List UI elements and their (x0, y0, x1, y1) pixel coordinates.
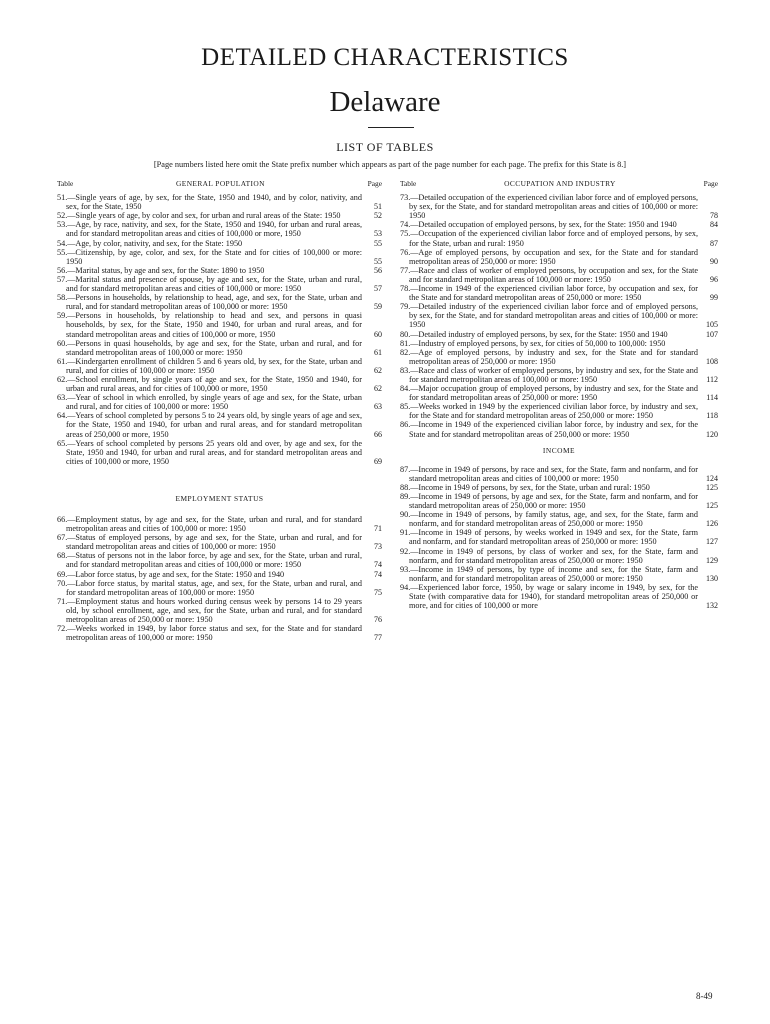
table-entry-page: 52 (374, 211, 382, 221)
table-entry[interactable] (57, 275, 382, 293)
table-entry-title: 56.—Marital status, by age and sex, for the State: 1890 to 1950 (57, 265, 265, 275)
table-entry-title: 78.—Income in 1949 of the experienced civilian labor force, by occupation and sex, for the State and for standard metropolitan areas of 250,000 or more: 1950 (400, 284, 698, 303)
table-entry-title: 57.—Marital status and presence of spouse, by age and sex, for the State, urban and rural, and for standard metropolitan areas and cities of 100,000 or more: 1950 (57, 274, 362, 294)
table-entry[interactable] (400, 565, 718, 583)
state-name: Delaware (329, 86, 441, 118)
table-entry-title: 86.—Income in 1949 of the experienced civilian labor force, by industry and sex, for the State and for standard metropolitan areas of 250,000 or more: 1950 (400, 420, 698, 439)
table-entry-page: 127 (706, 537, 718, 547)
table-entry-page: 76 (374, 615, 382, 625)
table-entry[interactable] (57, 220, 382, 238)
page-label: Page (367, 179, 382, 188)
table-entry-page: 105 (706, 320, 718, 330)
table-entry[interactable] (57, 311, 382, 338)
table-entry-page: 63 (374, 402, 382, 412)
table-entry-page: 96 (710, 274, 718, 284)
table-entry[interactable] (400, 547, 718, 565)
table-entry-title: 92.—Income in 1949 of persons, by class of worker and sex, for the State, farm and nonfarm, and for standard metropolitan areas of 250,000 or more: 1950 (400, 546, 698, 565)
table-entry-title: 58.—Persons in households, by relationship to head, age, and sex, for the State, urban and rural, and for standard metropolitan areas of 100,000 or more: 1950 (57, 293, 362, 312)
table-entry[interactable] (57, 339, 382, 357)
table-entry-page: 112 (706, 374, 718, 384)
table-entry-title: 51.—Single years of age, by sex, for the State, 1950 and 1940, and by color, nativity, and sex, for the State, 1950 (57, 193, 362, 212)
table-entry-title: 75.—Occupation of the experienced civilian labor force and of employed persons, by sex, for the State, urban and rural: 1950 (400, 229, 698, 248)
table-entry-title: 63.—Year of school in which enrolled, by single years of age and sex, for the State, urban and rural, and for cities of 100,000 or more: 1950 (57, 393, 362, 412)
table-entry[interactable] (400, 492, 718, 510)
table-entry-title: 72.—Weeks worked in 1949, by labor force status and sex, for the State and for standard metropolitan areas of 100,000 or more: 1950 (57, 624, 362, 643)
table-entry[interactable] (400, 193, 718, 220)
table-entry[interactable] (400, 248, 718, 266)
table-entry-page: 84 (710, 220, 718, 230)
table-entry-page: 61 (374, 347, 382, 357)
table-entry-title: 87.—Income in 1949 of persons, by race and sex, for the State, farm and nonfarm, and for standard metropolitan areas and cities of 100,000 or more: 1950 (400, 464, 698, 483)
table-entry-title: 71.—Employment status and hours worked during census week by persons 14 to 29 years old, by school enrollment, age, and sex, for the State, urban and rural, and for standard metropolitan areas of 250,000 or more: 1950 (57, 596, 362, 625)
table-entry-title: 90.—Income in 1949 of persons, by family status, age, and sex, for the State, farm and nonfarm, and for standard metropolitan areas of 250,000 or more: 1950 (400, 510, 698, 529)
table-entry-title: 88.—Income in 1949 of persons, by sex, for the State, urban and rural: 1950 (400, 482, 650, 492)
list-title: LIST OF TABLES (336, 140, 434, 154)
table-entry[interactable] (400, 420, 718, 438)
title-divider (368, 127, 414, 128)
table-entry-title: 68.—Status of persons not in the labor force, by age and sex, for the State, urban and rural, and for standard metropolitan areas and cities of 100,000 or more: 1950 (57, 551, 362, 570)
table-entry-title: 66.—Employment status, by age and sex, for the State, urban and rural, and for standard metropolitan areas and cities of 100,000 or more: 1950 (57, 515, 362, 534)
table-entry[interactable] (57, 293, 382, 311)
table-entry-title: 93.—Income in 1949 of persons, by type of income and sex, for the State, farm and nonfarm, and for standard metropolitan areas of 250,000 or more: 1950 (400, 564, 698, 583)
table-entry-title: 61.—Kindergarten enrollment of children 5 and 6 years old, by sex, for the State, urban and rural, and for cities of 100,000 or more: 1950 (57, 356, 362, 375)
table-entry-page: 107 (706, 329, 718, 339)
table-entry-title: 65.—Years of school completed by persons 25 years old and over, by age and sex, for the State, 1950 and 1940, for urban and rural areas, and for standard metropolitan areas and cities of 100,000 or more, 1950 (57, 438, 362, 466)
table-entry[interactable] (400, 220, 718, 229)
table-entry-page: 87 (710, 238, 718, 248)
table-entry[interactable] (400, 465, 718, 483)
table-entry[interactable] (57, 597, 382, 624)
table-entry[interactable] (400, 330, 718, 339)
table-entry-title: 91.—Income in 1949 of persons, by weeks worked in 1949 and sex, for the State, farm and nonfarm, and for standard metropolitan areas of 250,000 or more: 1950 (400, 528, 698, 547)
table-entry-page: 125 (706, 501, 718, 511)
table-entry[interactable] (57, 515, 382, 533)
table-entry-title: 62.—School enrollment, by single years of age and sex, for the State, 1950 and 1940, for urban and rural areas, and for cities of 100,000 or more, 1950 (57, 374, 362, 394)
table-entry-page: 62 (374, 384, 382, 394)
table-entry-title: 52.—Single years of age, by color and sex, for urban and rural areas of the State: 1950 (57, 211, 341, 221)
table-label: Table (400, 179, 417, 188)
table-entry-page: 53 (374, 229, 382, 239)
table-entry-page: 124 (706, 473, 718, 483)
table-entry[interactable] (400, 483, 718, 492)
table-entry-title: 81.—Industry of employed persons, by sex, for cities of 50,000 to 100,000: 1950 (400, 338, 666, 348)
table-entry-page: 71 (374, 524, 382, 534)
table-entry[interactable] (57, 357, 382, 375)
table-entry-page: 125 (706, 482, 718, 492)
table-entry-title: 67.—Status of employed persons, by age and sex, for the State, urban and rural, and for standard metropolitan areas and cities of 100,000 or more: 1950 (57, 533, 362, 552)
table-entry-title: 53.—Age, by race, nativity, and sex, for the State, 1950 and 1940, for urban and rural areas, and for standard metropolitan areas and cities of 100,000 or more, 1950 (57, 220, 362, 239)
table-entry-title: 89.—Income in 1949 of persons, by age and sex, for the State, farm and nonfarm, and for standard metropolitan areas of 250,000 or more: 1950 (400, 492, 698, 511)
table-entry-title: 80.—Detailed industry of employed persons, by sex, for the State: 1950 and 1940 (400, 329, 668, 339)
table-entry[interactable] (400, 583, 718, 610)
table-entry[interactable] (400, 384, 718, 402)
table-entry-title: 64.—Years of school completed by persons 5 to 24 years old, by single years of age and sex, for the State, 1950 and 1940, for urban and rural areas, and for standard metropolitan areas of 250,000 or more, 1950 (57, 411, 362, 439)
table-entry[interactable] (57, 375, 382, 393)
table-entry-page: 78 (710, 211, 718, 221)
table-entry[interactable] (400, 266, 718, 284)
table-entry-page: 60 (374, 329, 382, 339)
table-entry-title: 70.—Labor force status, by marital status, age, and sex, for the State, urban and rural, and for standard metropolitan areas of 100,000 or more: 1950 (57, 578, 362, 597)
table-label: Table (57, 179, 74, 188)
table-entry-page: 55 (374, 238, 382, 248)
table-entry-title: 94.—Experienced labor force, 1950, by wage or salary income in 1949, by sex, for the State (with comparative data for 1940), for standard metropolitan areas of 250,000 or more, and for cities of 100,000 or more (400, 582, 698, 611)
table-entry-title: 54.—Age, by color, nativity, and sex, for the State: 1950 (57, 238, 243, 248)
table-entry-title: 79.—Detailed industry of the experienced civilian labor force and of employed persons, by sex, for the State, and for standard metropolitan areas and cities of 100,000 or more: 1950 (400, 302, 698, 330)
table-entry-page: 75 (374, 587, 382, 597)
table-entry[interactable] (57, 439, 382, 466)
page-label: Page (703, 179, 718, 188)
table-entry[interactable] (400, 229, 718, 247)
table-entry[interactable] (400, 402, 718, 420)
table-entry[interactable] (57, 533, 382, 551)
table-entry-page: 51 (374, 202, 382, 212)
table-entry-title: 83.—Race and class of worker of employed persons, by industry and sex, for the State and for standard metropolitan areas of 100,000 or more: 1950 (400, 365, 698, 384)
table-entry-page: 129 (706, 555, 718, 565)
table-entry-page: 59 (374, 302, 382, 312)
table-entry-page: 114 (706, 393, 718, 403)
table-entry[interactable] (400, 284, 718, 302)
table-entry-title: 55.—Citizenship, by age, color, and sex, for the State and for cities of 100,000 or more: 1950 (57, 247, 362, 266)
page-number: 8-49 (696, 991, 713, 1001)
table-entry-page: 73 (374, 542, 382, 552)
table-entry-page: 77 (374, 633, 382, 643)
table-entry-title: 85.—Weeks worked in 1949 by the experienced civilian labor force, by industry and sex, for the State and for standard metropolitan areas of 250,000 or more: 1950 (400, 402, 698, 421)
table-entry[interactable] (57, 211, 382, 220)
table-entry-title: 82.—Age of employed persons, by industry and sex, for the State and for standard metropolitan areas of 250,000 or more: 1950 (400, 347, 698, 366)
table-entry[interactable] (400, 302, 718, 329)
table-entry-page: 132 (706, 601, 718, 611)
section-employment-status (57, 515, 382, 642)
table-entry-page: 120 (706, 429, 718, 439)
section-income (400, 465, 718, 611)
section-heading: EMPLOYMENT STATUS (175, 493, 264, 503)
right-column-header (400, 179, 718, 188)
table-entry-page: 66 (374, 429, 382, 439)
table-entry-page: 108 (706, 356, 718, 366)
table-entry-title: 77.—Race and class of worker of employed persons, by occupation and sex, for the State and for standard metropolitan areas of 100,000 or more: 1950 (400, 265, 698, 284)
table-entry[interactable] (400, 339, 718, 348)
table-entry[interactable] (400, 348, 718, 366)
section-heading: INCOME (542, 445, 576, 455)
table-entry-title: 84.—Major occupation group of employed persons, by industry and sex, for the State and for standard metropolitan areas of 250,000 or more: 1950 (400, 384, 698, 403)
table-entry-title: 69.—Labor force status, by age and sex, for the State: 1950 and 1940 (57, 569, 285, 579)
table-entry-page: 69 (374, 456, 382, 466)
table-entry-title: 76.—Age of employed persons, by occupation and sex, for the State and for standard metropolitan areas of 250,000 or more: 1950 (400, 247, 698, 266)
table-entry-page: 118 (706, 411, 718, 421)
table-entry[interactable] (57, 411, 382, 438)
section-heading: OCCUPATION AND INDUSTRY (504, 179, 616, 188)
table-entry[interactable] (400, 528, 718, 546)
prefix-note: [Page numbers listed here omit the State prefix number which appears as part of the page number for each page. The prefix for this State is 8.] (153, 160, 627, 169)
table-entry[interactable] (57, 570, 382, 579)
table-entry[interactable] (57, 551, 382, 569)
table-entry[interactable] (57, 579, 382, 597)
table-entry-page: 90 (710, 256, 718, 266)
right-column (400, 179, 718, 610)
table-entry-page: 126 (706, 519, 718, 529)
table-entry-title: 59.—Persons in households, by relationship to head and sex, and persons in quasi households, by sex, for the State, 1950 and 1940, for urban and rural areas, and for standard metropolitan areas and cities of 100,000 or more, 1950 (57, 311, 362, 339)
table-entry-page: 56 (374, 265, 382, 275)
table-entry-page: 62 (374, 365, 382, 375)
table-entry-title: 73.—Detailed occupation of the experienced civilian labor force and of employed persons, by sex, for the State, and for standard metropolitan areas and cities of 100,000 or more: 1950 (400, 193, 698, 221)
table-entry[interactable] (400, 366, 718, 384)
table-entry[interactable] (57, 393, 382, 411)
table-entry[interactable] (400, 510, 718, 528)
left-column (57, 179, 382, 642)
table-entry[interactable] (57, 193, 382, 211)
table-entry-page: 130 (706, 573, 718, 583)
table-entry-page: 74 (374, 560, 382, 570)
table-entry[interactable] (57, 266, 382, 275)
section-occupation-industry (400, 193, 718, 439)
table-entry-page: 99 (710, 293, 718, 303)
table-entry-title: 74.—Detailed occupation of employed persons, by sex, for the State: 1950 and 1940 (400, 220, 677, 230)
table-entry-page: 74 (374, 569, 382, 579)
left-column-header (57, 179, 382, 188)
document-title: DETAILED CHARACTERISTICS (201, 44, 569, 71)
table-entry[interactable] (57, 624, 382, 642)
table-entry-title: 60.—Persons in quasi households, by age and sex, for the State, urban and rural, and for standard metropolitan areas of 100,000 or more: 1950 (57, 338, 362, 357)
table-entry[interactable] (57, 239, 382, 248)
section-general-population (57, 193, 382, 466)
table-entry[interactable] (57, 248, 382, 266)
section-heading: GENERAL POPULATION (176, 179, 265, 188)
table-entry-page: 55 (374, 256, 382, 266)
table-entry-page: 57 (374, 284, 382, 294)
